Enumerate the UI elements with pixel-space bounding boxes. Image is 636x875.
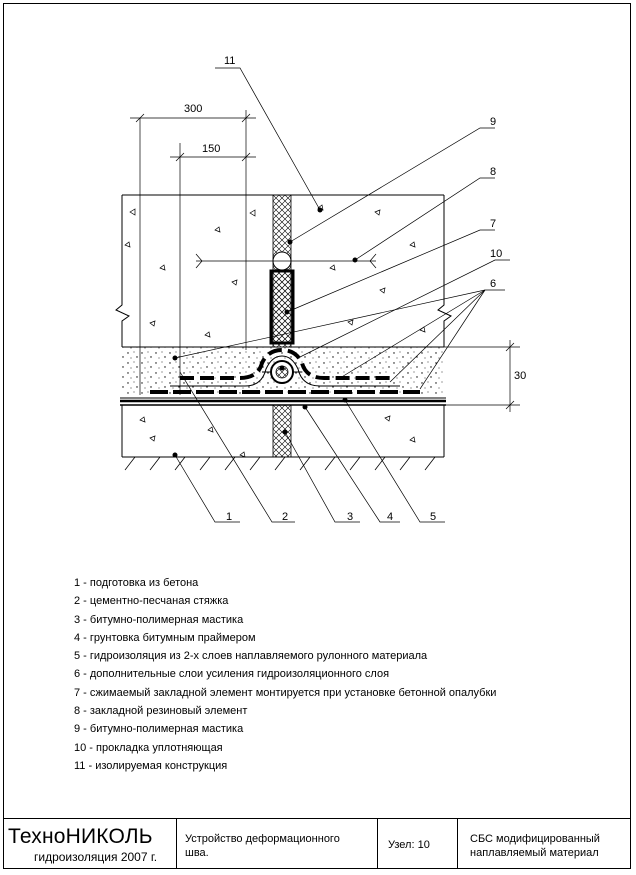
title-block-description-cell (177, 819, 378, 869)
leader-lines (175, 68, 510, 522)
legend-item: 5 - гидроизоляция из 2-х слоев наплавляемого рулонного материала (74, 650, 428, 663)
title-block-material-cell (458, 819, 630, 869)
drawing-description: Устройство деформационного шва. (185, 833, 340, 859)
legend-list (74, 574, 496, 775)
node-number: Узел: 10 (388, 839, 430, 851)
legend-item: 3 - битумно-полимерная мастика (74, 613, 244, 626)
legend-item: 4 - грунтовка битумным праймером (74, 631, 256, 644)
callout-9: 9 (490, 116, 497, 128)
legend-item: 1 - подготовка из бетона (74, 577, 199, 589)
callout-7: 7 (490, 218, 497, 230)
callout-2: 2 (282, 511, 289, 523)
legend-item: 2 - цементно-песчаная стяжка (74, 595, 229, 608)
title-block-node-cell (378, 819, 458, 869)
callout-8: 8 (490, 166, 497, 178)
legend-item: 7 - сжимаемый закладной элемент монтируется при установке бетонной опалубки (74, 686, 497, 699)
material-name: СБС модифицированный наплавляемый материал (470, 833, 600, 859)
callout-4: 4 (387, 511, 394, 523)
callout-11: 11 (224, 55, 236, 67)
callout-6: 6 (490, 278, 497, 290)
dimension-300: 300 (184, 103, 203, 115)
brand-subtitle: гидроизоляция 2007 г. (34, 850, 158, 864)
title-block-brand-cell (4, 819, 177, 869)
legend-item: 11 - изолируемая конструкция (74, 759, 228, 772)
callout-3: 3 (347, 511, 354, 523)
leader-dots (173, 208, 358, 458)
dimension-30: 30 (514, 370, 527, 382)
title-block (4, 818, 630, 869)
callout-1: 1 (226, 511, 233, 523)
legend-item: 8 - закладной резиновый элемент (74, 705, 248, 718)
embedded-compressible-element (271, 271, 293, 343)
brand-logo-text: ТехноНИКОЛЬ (8, 825, 153, 848)
legend-item: 10 - прокладка уплотняющая (74, 741, 223, 754)
dimension-150: 150 (202, 143, 221, 155)
legend-item: 6 - дополнительные слои усиления гидроизоляционного слоя (74, 668, 390, 681)
callout-5: 5 (430, 511, 437, 523)
legend-item: 9 - битумно-полимерная мастика (74, 723, 244, 736)
concrete-base (122, 405, 444, 470)
callout-10: 10 (490, 248, 503, 260)
